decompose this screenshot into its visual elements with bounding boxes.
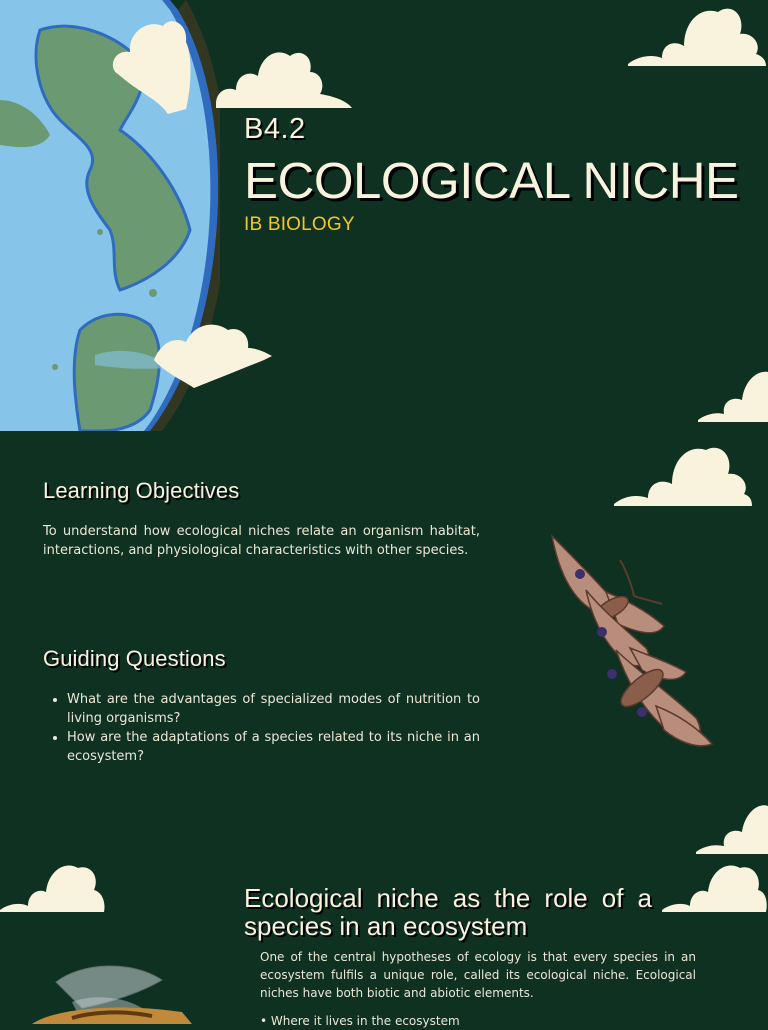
moth-illustration xyxy=(546,530,716,752)
cloud-icon xyxy=(108,14,192,114)
bee-illustration xyxy=(12,962,202,1024)
niche-heading-line1: Ecological niche as the role of a xyxy=(244,883,652,913)
cloud-icon xyxy=(662,860,768,914)
unit-code: B4.2 xyxy=(244,113,306,145)
list-item: • How are the adaptations of a species related to its niche in an ecosystem? xyxy=(67,728,480,766)
list-item: • What are the advantages of specialized modes of nutrition to living organisms? xyxy=(67,690,480,728)
niche-paragraph: One of the central hypotheses of ecology is that every species in an ecosystem fulfils a unique role, called its ecological niche. Ecological niches have both biotic and abiotic elements. xyxy=(260,950,696,1000)
learning-objectives-heading: Learning Objectives xyxy=(43,478,240,503)
cloud-icon xyxy=(614,440,752,508)
cloud-icon xyxy=(0,860,106,914)
cloud-icon xyxy=(698,368,768,424)
subject-label: IB BIOLOGY xyxy=(244,214,355,235)
cloud-icon xyxy=(214,44,352,110)
guiding-questions-heading: Guiding Questions xyxy=(43,646,226,671)
learning-objectives-section xyxy=(43,478,480,560)
title-block xyxy=(244,112,744,236)
niche-heading-line2: species in an ecosystem xyxy=(244,911,528,941)
niche-heading xyxy=(244,884,652,940)
cloud-icon xyxy=(154,320,272,388)
page-title: ECOLOGICAL NICHE xyxy=(244,152,739,209)
niche-bullet: • Where it lives in the ecosystem xyxy=(260,1014,460,1028)
learning-objectives-text: To understand how ecological niches relate an organism habitat, interactions, and physiological characteristics with other species. xyxy=(43,524,480,558)
cloud-icon xyxy=(628,2,766,68)
niche-section xyxy=(244,884,652,940)
guiding-questions-list xyxy=(43,690,480,766)
guiding-questions-section xyxy=(43,646,480,766)
cloud-icon xyxy=(696,800,768,856)
